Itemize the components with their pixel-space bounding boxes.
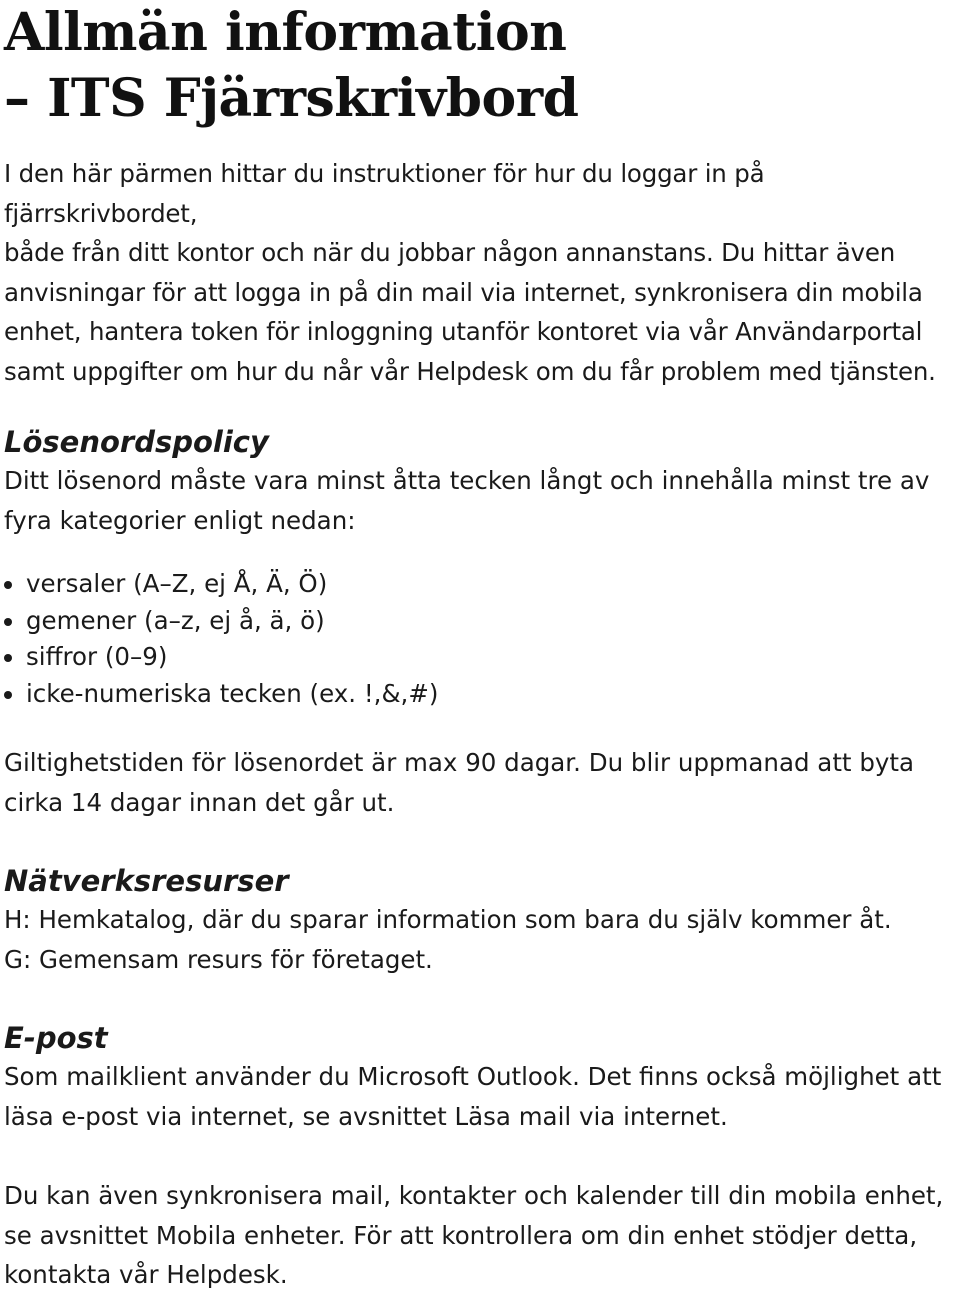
intro-line: enhet, hantera token för inloggning utanför kontoret via vår Användarportal xyxy=(4,317,923,346)
text-line: Som mailklient använder du Microsoft Outlook. Det finns också möjlighet att xyxy=(4,1062,942,1091)
password-validity xyxy=(4,743,954,822)
intro-line: anvisningar för att logga in på din mail via internet, synkronisera din mobila xyxy=(4,277,923,307)
email-text xyxy=(4,1057,954,1136)
text-line: cirka 14 dagar innan det går ut. xyxy=(4,787,395,817)
list-item xyxy=(4,639,954,676)
network-resources-heading: Nätverksresurser xyxy=(4,864,289,898)
password-policy-heading: Lösenordspolicy xyxy=(4,425,269,459)
text-line: kontakta vår Helpdesk. xyxy=(4,1260,288,1289)
text-line: se avsnittet Mobila enheter. För att kontrollera om din enhet stödjer detta, xyxy=(4,1220,918,1250)
title-line: Allmän information xyxy=(4,2,567,63)
list-item-label: icke-numeriska tecken (ex. !,&,#) xyxy=(26,678,439,708)
title-line: – ITS Fjärrskrivbord xyxy=(4,68,579,129)
bullet-icon xyxy=(4,654,12,662)
text-line: G: Gemensam resurs för företaget. xyxy=(4,944,433,974)
intro-line: samt uppgifter om hur du når vår Helpdesk om du får problem med tjänsten. xyxy=(4,356,936,386)
text-line: H: Hemkatalog, där du sparar information som bara du själv kommer åt. xyxy=(4,905,892,934)
list-item xyxy=(4,676,954,713)
network-resources-text xyxy=(4,900,954,979)
bullet-icon xyxy=(4,581,12,589)
text-line: Ditt lösenord måste vara minst åtta tecken långt och innehålla minst tre av xyxy=(4,466,930,495)
bullet-icon xyxy=(4,691,12,699)
bullet-icon xyxy=(4,618,12,626)
intro-line: I den här pärmen hittar du instruktioner för hur du loggar in på fjärrskrivbordet, xyxy=(4,159,765,228)
list-item-label: gemener (a–z, ej å, ä, ö) xyxy=(26,605,325,635)
list-item xyxy=(4,566,954,603)
text-line: Giltighetstiden för lösenordet är max 90 dagar. Du blir uppmanad att byta xyxy=(4,748,914,777)
list-item-label: versaler (A–Z, ej Å, Ä, Ö) xyxy=(26,569,328,598)
password-policy-description xyxy=(4,461,954,540)
text-line: Du kan även synkronisera mail, kontakter och kalender till din mobila enhet, xyxy=(4,1181,944,1210)
intro-paragraph xyxy=(4,154,954,391)
text-line: fyra kategorier enligt nedan: xyxy=(4,505,356,535)
password-categories-list xyxy=(4,566,954,712)
list-item-label: siffror (0–9) xyxy=(26,642,168,671)
document-page xyxy=(4,0,954,1295)
email-heading: E-post xyxy=(4,1021,108,1055)
intro-line: både från ditt kontor och när du jobbar någon annanstans. Du hittar även xyxy=(4,238,896,267)
page-title xyxy=(4,0,954,132)
list-item xyxy=(4,603,954,640)
text-line: läsa e-post via internet, se avsnittet Läsa mail via internet. xyxy=(4,1101,728,1131)
